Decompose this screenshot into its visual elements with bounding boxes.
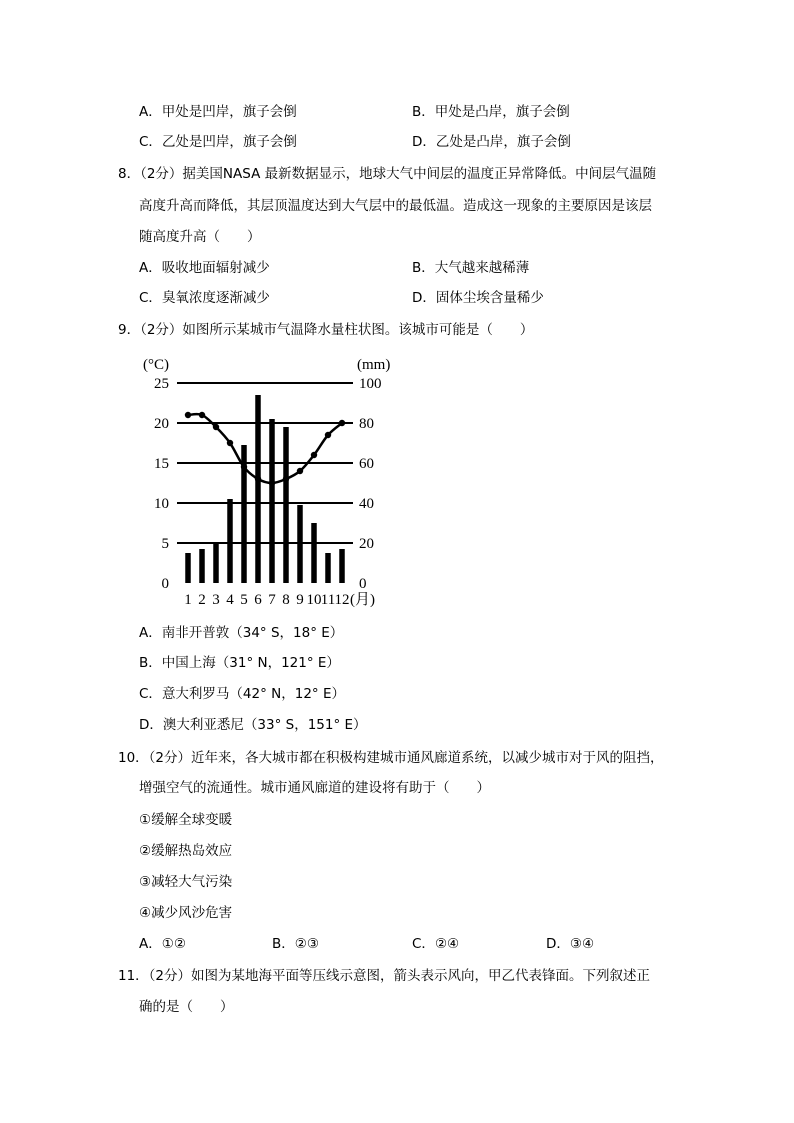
chart-gridlines <box>177 383 353 543</box>
q8-option-a: A．吸收地面辐射减少 <box>139 260 270 276</box>
right-tick-label: 60 <box>359 456 374 472</box>
right-tick-label: 100 <box>359 376 382 392</box>
left-tick-label: 5 <box>161 536 169 552</box>
month-label: 3 <box>212 592 220 608</box>
precip-bar <box>227 499 233 583</box>
q7-option-c: C．乙处是凹岸，旗子会倒 <box>139 134 297 150</box>
temp-point <box>339 420 345 426</box>
precip-bar <box>311 523 317 583</box>
temp-point <box>199 412 205 418</box>
q10-option-c: C．②④ <box>412 936 460 952</box>
right-tick-label: 0 <box>359 576 367 592</box>
temp-point <box>227 440 233 446</box>
q8-option-b: B．大气越来越稀薄 <box>412 260 530 276</box>
temp-point <box>241 464 247 470</box>
q9-option-b: B．中国上海（31° N，121° E） <box>139 655 340 671</box>
q7-option-d: D．乙处是凸岸，旗子会倒 <box>412 134 571 150</box>
month-unit: (月) <box>350 592 375 608</box>
q10-item-2: ②缓解热岛效应 <box>139 843 233 859</box>
month-label: 10 <box>306 592 322 608</box>
climate-chart <box>135 350 395 612</box>
q8-stem-line-3: 随高度升高（ ） <box>139 229 261 245</box>
q8-stem-line-1: 8．（2分）据美国NASA 最新数据显示，地球大气中间层的温度正异常降低。中间层气温随 <box>118 166 657 182</box>
precip-bar <box>199 549 205 583</box>
left-axis-unit: (°C) <box>143 357 169 373</box>
precip-bar <box>297 505 303 583</box>
left-tick-label: 0 <box>161 576 169 592</box>
q10-option-b: B．②③ <box>272 936 319 952</box>
temp-point <box>325 432 331 438</box>
q7-option-a: A．甲处是凹岸，旗子会倒 <box>139 104 297 120</box>
q8-option-d: D．固体尘埃含量稀少 <box>412 290 544 306</box>
month-label: 9 <box>296 592 304 608</box>
q9-option-c: C．意大利罗马（42° N，12° E） <box>139 686 346 702</box>
q10-item-3: ③减轻大气污染 <box>139 874 233 890</box>
q10-stem-line-2: 增强空气的流通性。城市通风廊道的建设将有助于（ ） <box>139 780 490 796</box>
left-tick-label: 10 <box>154 496 169 512</box>
month-label: 1 <box>184 592 192 608</box>
left-tick-label: 20 <box>154 416 169 432</box>
q8-stem-line-2: 高度升高而降低，其层顶温度达到大气层中的最低温。造成这一现象的主要原因是该层 <box>139 198 652 214</box>
precip-bar <box>185 553 191 583</box>
temp-point <box>185 412 191 418</box>
precip-bar <box>325 553 331 583</box>
left-tick-label: 15 <box>154 456 169 472</box>
month-label: 6 <box>254 592 262 608</box>
q11-stem-line-1: 11．（2分）如图为某地海平面等压线示意图，箭头表示风向，甲乙代表锋面。下列叙述正 <box>118 968 651 984</box>
temp-point <box>283 476 289 482</box>
q9-stem: 9．（2分）如图所示某城市气温降水量柱状图。该城市可能是（ ） <box>118 322 534 338</box>
right-axis-unit: (mm) <box>357 357 391 373</box>
temp-point <box>213 424 219 430</box>
temp-point <box>269 480 275 486</box>
q7-option-b: B．甲处是凸岸，旗子会倒 <box>412 104 570 120</box>
month-label: 4 <box>226 592 234 608</box>
month-label: 2 <box>198 592 206 608</box>
q10-item-1: ①缓解全球变暖 <box>139 812 233 828</box>
temp-curve <box>188 414 342 483</box>
precip-bar <box>339 549 345 583</box>
month-label: 8 <box>282 592 290 608</box>
month-label: 5 <box>240 592 248 608</box>
precip-bar <box>213 543 219 583</box>
q9-option-d: D．澳大利亚悉尼（33° S，151° E） <box>139 717 367 733</box>
q9-option-a: A．南非开普敦（34° S，18° E） <box>139 625 344 641</box>
right-tick-label: 20 <box>359 536 374 552</box>
temp-point <box>297 468 303 474</box>
precip-bar <box>255 395 261 583</box>
right-tick-label: 40 <box>359 496 374 512</box>
right-tick-label: 80 <box>359 416 374 432</box>
precip-bar <box>269 419 275 583</box>
q10-item-4: ④减少风沙危害 <box>139 905 233 921</box>
q10-option-a: A．①② <box>139 936 186 952</box>
temp-point <box>255 476 261 482</box>
q8-option-c: C．臭氧浓度逐渐减少 <box>139 290 270 306</box>
left-tick-label: 25 <box>154 376 169 392</box>
precip-bar <box>283 427 289 583</box>
month-label: 11 <box>320 592 336 608</box>
q10-option-d: D．③④ <box>546 936 595 952</box>
month-label: 12 <box>334 592 350 608</box>
temp-point <box>311 452 317 458</box>
q10-stem-line-1: 10．（2分）近年来，各大城市都在积极构建城市通风廊道系统，以减少城市对于风的阻挡， <box>118 750 664 766</box>
q11-stem-line-2: 确的是（ ） <box>139 999 234 1015</box>
month-label: 7 <box>268 592 276 608</box>
